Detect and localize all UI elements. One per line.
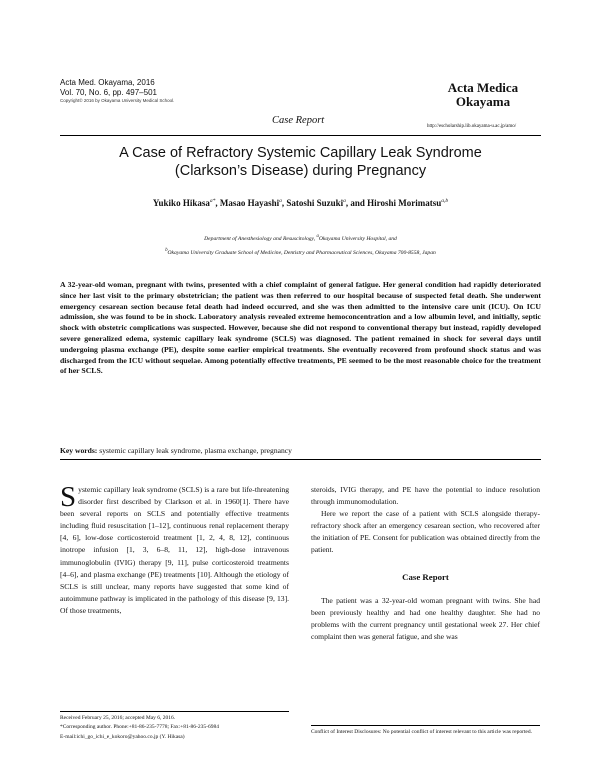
title-line-1: A Case of Refractory Systemic Capillary Leak Syndrome: [119, 145, 482, 161]
body-column-right: [311, 484, 540, 643]
affiliation-text: Okayama University Hospital, and: [318, 235, 397, 242]
affiliations: [60, 231, 541, 259]
copyright-notice: Copyright© 2016 by Okayama University Medical School.: [60, 98, 175, 103]
journal-logo-line2: Okayama: [455, 94, 511, 109]
body-paragraph: Here we report the case of a patient with SCLS alongside therapy-refractory shock after an emergency cesarean section, who recovered after the initiation of PE. Consent for publication was obtained directly from the patient.: [311, 509, 540, 555]
author-email[interactable]: E-mail:ichi_go_ichi_e_kokoro@yahoo.co.jp (Y. Hikasa): [60, 733, 185, 740]
keywords-text: systemic capillary leak syndrome, plasma exchange, pregnancy: [99, 446, 292, 455]
affiliation-line-2: [60, 245, 541, 259]
body-column-left: [60, 481, 289, 617]
intro-paragraph: [60, 481, 289, 617]
author-list: [60, 198, 541, 208]
affiliation-mark: b: [165, 247, 168, 253]
affiliation-text: Department of Anesthesiology and Resuscitology,: [204, 235, 317, 242]
affiliation-line-1: [60, 231, 541, 245]
article-title: [60, 144, 541, 180]
drop-cap: S: [60, 481, 77, 513]
intro-text: ystemic capillary leak syndrome (SCLS) is a rare but life-threatening disorder first described by Clarkson et al. in 1960[1]. There have been several reports on SCLS and potentially effective treatments including fluid resuscitation [1–12], continuous renal replacement therapy [4, 6], low-dose corticosteroid treatment [1, 2, 4, 8, 12], continuous inotrope infusion [1, 3, 6–8, 11, 12], high-dose intravenous immunoglobulin (IVIG) therapy [9, 11], pulse corticosteroid treatments [4–6], and plasma exchange (PE) treatments [10]. Although the etiology of SCLS is still unclear, many reports have suggested that some kind of autoimmune pathway is implicated in the pathology of this disease [9, 13]. Of those treatments,: [60, 485, 289, 615]
journal-volume-line: Vol. 70, No. 6, pp. 497–501: [60, 88, 157, 97]
abstract-divider: [60, 459, 541, 460]
footnote-divider: [60, 711, 289, 712]
author-affiliation-mark: a*: [209, 198, 216, 204]
body-paragraph: steroids, IVIG therapy, and PE have the potential to induce resolution through immunomodulation.: [311, 485, 540, 507]
author-separator: , and: [345, 198, 368, 208]
journal-year-line: Acta Med. Okayama, 2016: [60, 78, 155, 87]
journal-url-link[interactable]: http://escholarship.lib.okayama-u.ac.jp/amo/: [427, 124, 517, 129]
article-type-label: Case Report: [272, 115, 325, 126]
journal-citation: [60, 78, 174, 104]
author-name: Hiroshi Morimatsu: [367, 198, 442, 208]
author-name: Masao Hayashi: [219, 198, 280, 208]
author-affiliation-mark: a: [279, 198, 282, 204]
corresponding-author: *Corresponding author. Phone:+81-86-235-7778; Fax:+81-86-235-6984: [60, 724, 219, 731]
received-footnote: [60, 714, 289, 742]
footnote-divider: [311, 725, 540, 726]
body-paragraph: The patient was a 32-year-old woman pregnant with twins. She had been previously healthy and had one healthy daughter. She had no problems with the current pregnancy until gestational week 27. Her chief complaint then was general fatigue, and she was: [311, 595, 540, 641]
received-dates: Received February 25, 2016; accepted May 6, 2016.: [60, 715, 176, 721]
keywords-label: Key words:: [60, 446, 98, 455]
author-affiliation-mark: a,b: [441, 198, 449, 204]
author-name: Satoshi Suzuki: [286, 198, 344, 208]
journal-logo: [427, 81, 539, 109]
affiliation-text: Okayama University Graduate School of Medicine, Dentistry and Pharmaceutical Sciences, Okayama 700-8558, Japan: [167, 249, 436, 256]
author-separator: ,: [281, 198, 287, 208]
keywords: [60, 446, 541, 455]
conflict-of-interest-footnote: Conflict of Interest Disclosures: No potential conflict of interest relevant to this article was reported.: [311, 729, 533, 735]
abstract: A 32-year-old woman, pregnant with twins, presented with a chief complaint of general fatigue. Her general condition had rapidly deteriorated since her last visit to the primary obstetrician; the patient was then referred to our hospital because of suspected fetal death. She underwent emergency cesarean section because fetal death had indeed occurred, and she was then admitted to the intensive care unit (ICU). On ICU admission, she was found to be in shock. Laboratory analysis revealed extreme hemoconcentration and a low albumin level, and initially, septic shock with obstetric complications was suspected. However, because she did not respond to conventional therapy but instead, rapidly developed severe generalized edema, systemic capillary leak syndrome (SCLS) was diagnosed. The patient remained in shock for several days until undergoing plasma exchange (PE), despite some earlier empirical treatments. She eventually recovered from profound shock status and was discharged from the ICU without sequelae. Among potentially effective treatments, PE seemed to be the most reasonable choice for the treatment of her SCLS.: [60, 280, 541, 376]
section-heading-case-report: Case Report: [402, 571, 449, 582]
author-affiliation-mark: a: [343, 198, 346, 204]
author-separator: ,: [215, 198, 220, 208]
header-divider: [60, 135, 541, 136]
author-name: Yukiko Hikasa: [152, 198, 210, 208]
affiliation-mark: a: [316, 234, 319, 239]
journal-logo-line1: Acta Medica: [447, 80, 519, 95]
title-line-2: (Clarkson’s Disease) during Pregnancy: [174, 163, 427, 179]
